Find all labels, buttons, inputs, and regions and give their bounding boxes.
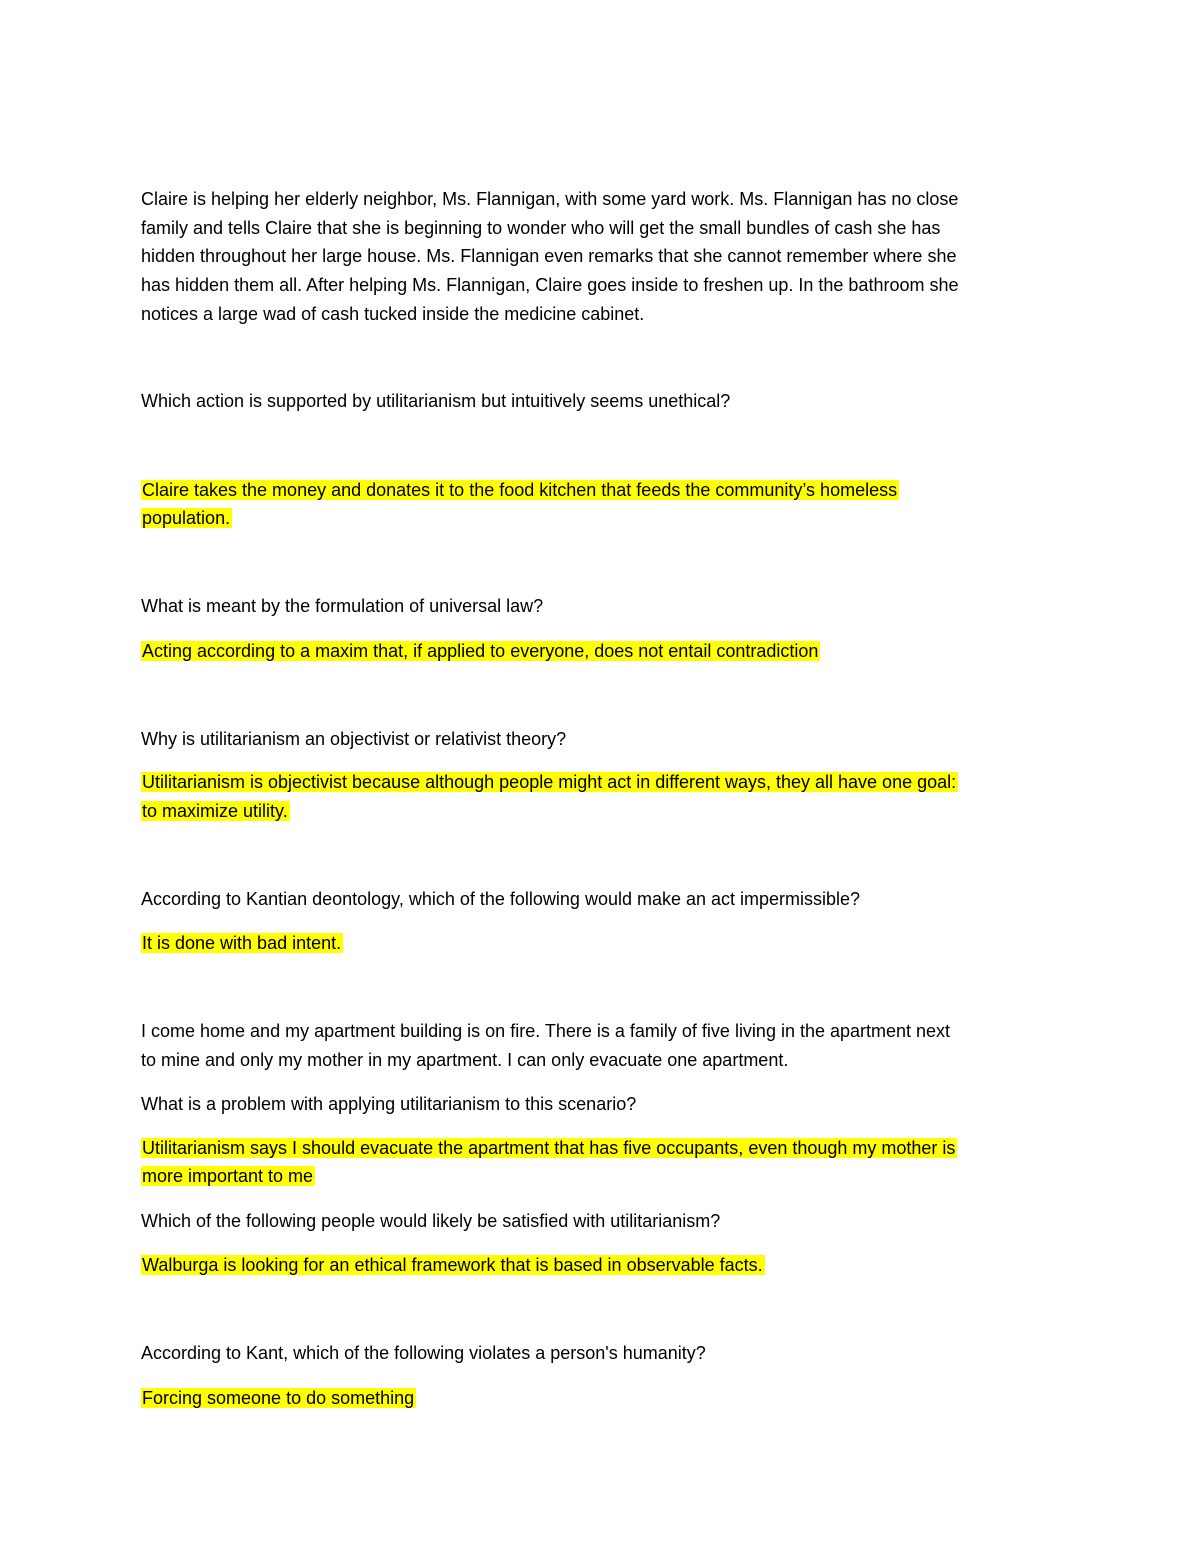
answer-2-highlight: Acting according to a maxim that, if applied to everyone, does not entail contradiction (142, 641, 819, 661)
question-3: Why is utilitarianism an objectivist or relativist theory? (141, 729, 567, 749)
answer-1-line-2 (141, 506, 232, 531)
answer-3-line-1 (141, 770, 958, 795)
answer-1-highlight-2: population. (142, 508, 231, 528)
answer-1-line-1 (141, 478, 899, 503)
answer-5-line-2 (141, 1164, 315, 1189)
scenario-1-line-4: has hidden them all. After helping Ms. Flannigan, Claire goes inside to freshen up. In the bathroom she (141, 275, 959, 295)
answer-6-highlight: Walburga is looking for an ethical framework that is based in observable facts. (142, 1255, 763, 1275)
answer-6-line (141, 1253, 765, 1278)
answer-3-highlight-2: to maximize utility. (142, 801, 288, 821)
answer-7-highlight: Forcing someone to do something (142, 1388, 415, 1408)
scenario-1-line-3: hidden throughout her large house. Ms. Flannigan even remarks that she cannot remember where she (141, 246, 957, 266)
answer-2-line (141, 639, 820, 664)
answer-4-line (141, 931, 343, 956)
question-1: Which action is supported by utilitarianism but intuitively seems unethical? (141, 391, 731, 411)
question-6: Which of the following people would likely be satisfied with utilitarianism? (141, 1211, 721, 1231)
question-5: What is a problem with applying utilitarianism to this scenario? (141, 1094, 637, 1114)
question-2: What is meant by the formulation of universal law? (141, 596, 544, 616)
answer-5-highlight-1: Utilitarianism says I should evacuate the apartment that has five occupants, even though my mother is (142, 1138, 956, 1158)
scenario-2-line-2: to mine and only my mother in my apartment. I can only evacuate one apartment. (141, 1050, 789, 1070)
answer-5-line-1 (141, 1136, 957, 1161)
scenario-1-line-2: family and tells Claire that she is beginning to wonder who will get the small bundles of cash she has (141, 218, 941, 238)
answer-3-line-2 (141, 799, 290, 824)
answer-5-highlight-2: more important to me (142, 1166, 314, 1186)
scenario-1-line-1: Claire is helping her elderly neighbor, Ms. Flannigan, with some yard work. Ms. Flannigan has no close (141, 189, 959, 209)
question-4: According to Kantian deontology, which of the following would make an act impermissible? (141, 889, 861, 909)
answer-3-highlight-1: Utilitarianism is objectivist because although people might act in different ways, they all have one goal: (142, 772, 957, 792)
answer-1-highlight-1: Claire takes the money and donates it to the food kitchen that feeds the community’s homeless (142, 480, 898, 500)
scenario-1-line-5: notices a large wad of cash tucked inside the medicine cabinet. (141, 304, 645, 324)
scenario-2-line-1: I come home and my apartment building is on fire. There is a family of five living in the apartment next (141, 1021, 951, 1041)
question-7: According to Kant, which of the following violates a person's humanity? (141, 1343, 706, 1363)
answer-7-line (141, 1386, 416, 1411)
answer-4-highlight: It is done with bad intent. (142, 933, 342, 953)
